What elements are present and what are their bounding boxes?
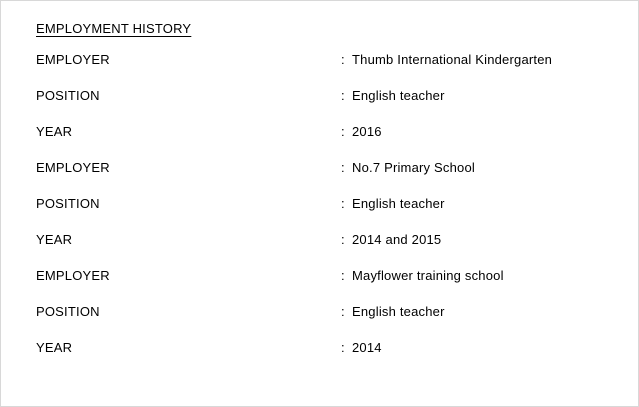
list-item (36, 268, 616, 304)
separator-colon: : (341, 160, 345, 175)
row-value (341, 160, 475, 175)
row-value (341, 124, 382, 139)
row-value (341, 340, 382, 355)
separator-colon: : (341, 304, 345, 319)
separator-colon: : (341, 124, 345, 139)
row-value-text: No.7 Primary School (352, 160, 476, 175)
separator-colon: : (341, 268, 345, 283)
row-value-text: English teacher (352, 88, 445, 103)
row-value (341, 88, 445, 103)
row-value (341, 196, 445, 211)
row-label: EMPLOYER (36, 160, 110, 175)
row-value (341, 52, 552, 67)
row-label: YEAR (36, 124, 73, 139)
row-value-text: English teacher (352, 304, 445, 319)
row-value-text: English teacher (352, 196, 445, 211)
page-title: EMPLOYMENT HISTORY (36, 21, 192, 36)
list-item (36, 124, 616, 160)
separator-colon: : (341, 196, 345, 211)
separator-colon: : (341, 52, 345, 67)
row-value (341, 268, 504, 283)
row-value-text: 2016 (352, 124, 382, 139)
row-value-text: 2014 and 2015 (352, 232, 442, 247)
list-item (36, 88, 616, 124)
list-item (36, 304, 616, 340)
row-label: YEAR (36, 232, 73, 247)
row-label: POSITION (36, 304, 100, 319)
row-value-text: 2014 (352, 340, 382, 355)
list-item (36, 196, 616, 232)
row-label: POSITION (36, 196, 100, 211)
row-label: EMPLOYER (36, 268, 110, 283)
row-value (341, 232, 441, 247)
row-label: EMPLOYER (36, 52, 110, 67)
row-value-text: Thumb International Kindergarten (352, 52, 553, 67)
separator-colon: : (341, 232, 345, 247)
list-item (36, 52, 616, 88)
list-item (36, 232, 616, 268)
separator-colon: : (341, 88, 345, 103)
employment-history-list (36, 52, 616, 376)
row-value-text: Mayflower training school (352, 268, 504, 283)
row-value (341, 304, 445, 319)
row-label: POSITION (36, 88, 100, 103)
list-item (36, 340, 616, 376)
list-item (36, 160, 616, 196)
row-label: YEAR (36, 340, 73, 355)
separator-colon: : (341, 340, 345, 355)
